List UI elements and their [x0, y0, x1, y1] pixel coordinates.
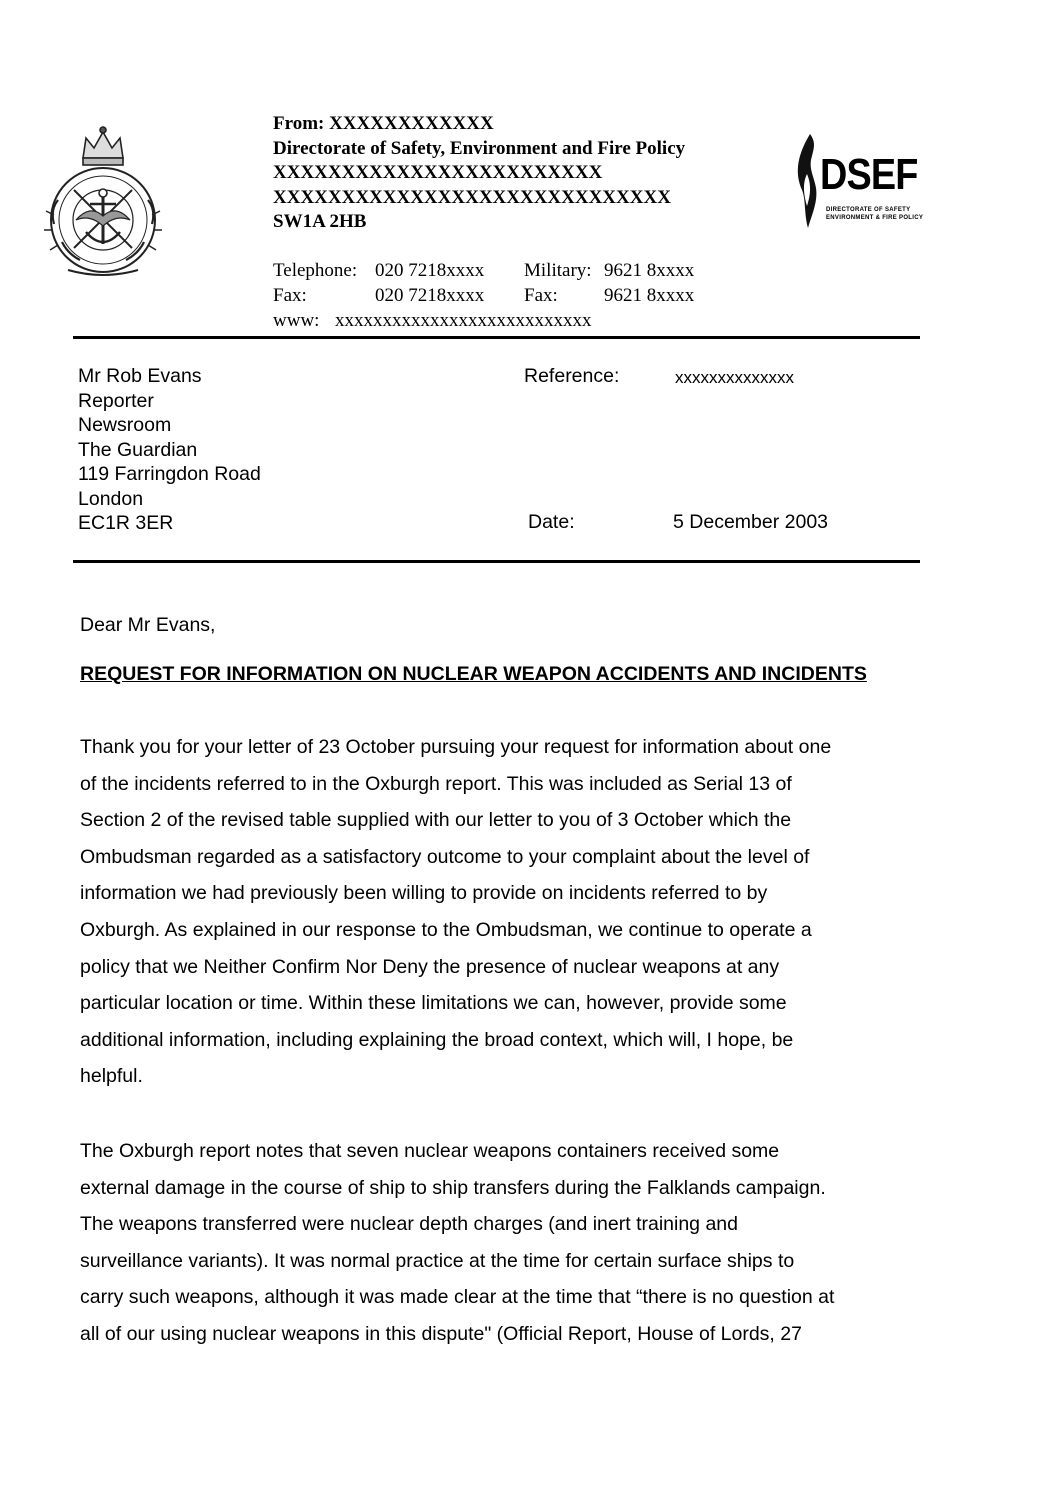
paragraph-line: surveillance variants). It was normal practice at the time for certain surface ships to [80, 1249, 795, 1272]
paragraph-line: policy that we Neither Confirm Nor Deny the presence of nuclear weapons at any [80, 955, 780, 978]
recipient-line: The Guardian [78, 438, 198, 461]
date-label: Date: [528, 511, 575, 533]
paragraph-line: carry such weapons, although it was made clear at the time that “there is no question at [80, 1286, 835, 1309]
recipient-line: EC1R 3ER [78, 512, 174, 534]
recipient-line: Newsroom [78, 414, 172, 436]
military-label: Military: [524, 260, 592, 281]
www-value: xxxxxxxxxxxxxxxxxxxxxxxxxxx [335, 310, 592, 331]
fax2-value: 9621 8xxxx [604, 285, 695, 306]
paragraph-line: all of our using nuclear weapons in this dispute" (Official Report, House of Lords, 27 [80, 1322, 802, 1345]
telephone-label: Telephone: [273, 260, 358, 281]
military-value: 9621 8xxxx [604, 260, 695, 281]
address-divider [73, 560, 920, 563]
paragraph-line: Ombudsman regarded as a satisfactory outcome to your complaint about the level of [80, 845, 810, 868]
recipient-line: Reporter [78, 389, 154, 412]
recipient-address [78, 364, 261, 536]
dsef-subtitle-line-2: ENVIRONMENT & FIRE POLICY [826, 215, 924, 221]
fax-label: Fax: [273, 285, 307, 306]
from-line: From: XXXXXXXXXXXX [273, 113, 494, 134]
reference-value: xxxxxxxxxxxxxx [675, 368, 794, 387]
paragraph-line: The Oxburgh report notes that seven nuclear weapons containers received some [80, 1140, 780, 1162]
paragraph-line: external damage in the course of ship to ship transfers during the Falklands campaign. [80, 1176, 826, 1199]
paragraph-line: Oxburgh. As explained in our response to the Ombudsman, we continue to operate a [80, 918, 812, 941]
www-label: www: [273, 310, 320, 331]
header-divider [73, 336, 920, 339]
paragraph-line: Thank you for your letter of 23 October pursuing your request for information about one [80, 736, 832, 758]
reference-label: Reference: [524, 365, 620, 387]
recipient-line: 119 Farringdon Road [78, 463, 261, 485]
paragraph-line: Section 2 of the revised table supplied with our letter to you of 3 October which the [80, 809, 792, 832]
paragraph-2 [80, 1133, 930, 1353]
paragraph-line: particular location or time. Within these limitations we can, however, provide some [80, 992, 787, 1015]
mod-crest-icon [28, 120, 178, 280]
paragraph-line: information we had previously been willing to provide on incidents referred to by [80, 882, 768, 905]
paragraph-line: helpful. [80, 1065, 143, 1088]
recipient-line: Mr Rob Evans [78, 365, 202, 387]
dsef-logo-subtitle [826, 206, 923, 222]
letter-subject: REQUEST FOR INFORMATION ON NUCLEAR WEAPON ACCIDENTS AND INCIDENTS [80, 663, 867, 685]
paragraph-1 [80, 729, 930, 1095]
paragraph-line: of the incidents referred to in the Oxburgh report. This was included as Serial 13 of [80, 772, 792, 795]
salutation: Dear Mr Evans, [80, 614, 216, 636]
address-line-1: XXXXXXXXXXXXXXXXXXXXXXXX [273, 162, 603, 183]
recipient-line: London [78, 487, 144, 510]
fax2-label: Fax: [524, 285, 558, 306]
dsef-subtitle-line-1: DIRECTORATE OF SAFETY [826, 207, 911, 213]
directorate-name: Directorate of Safety, Environment and Fire Policy [273, 137, 686, 159]
paragraph-line: The weapons transferred were nuclear depth charges (and inert training and [80, 1213, 738, 1236]
paragraph-line: additional information, including explaining the broad context, which will, I hope, be [80, 1028, 794, 1051]
postcode: SW1A 2HB [273, 211, 367, 232]
fax-value: 020 7218xxxx [375, 285, 485, 306]
sender-block [273, 112, 685, 235]
address-line-2: XXXXXXXXXXXXXXXXXXXXXXXXXXXXX [273, 186, 671, 208]
telephone-value: 020 7218xxxx [375, 260, 485, 281]
date-value: 5 December 2003 [673, 511, 829, 533]
dsef-logo-text: DSEF [820, 150, 918, 199]
